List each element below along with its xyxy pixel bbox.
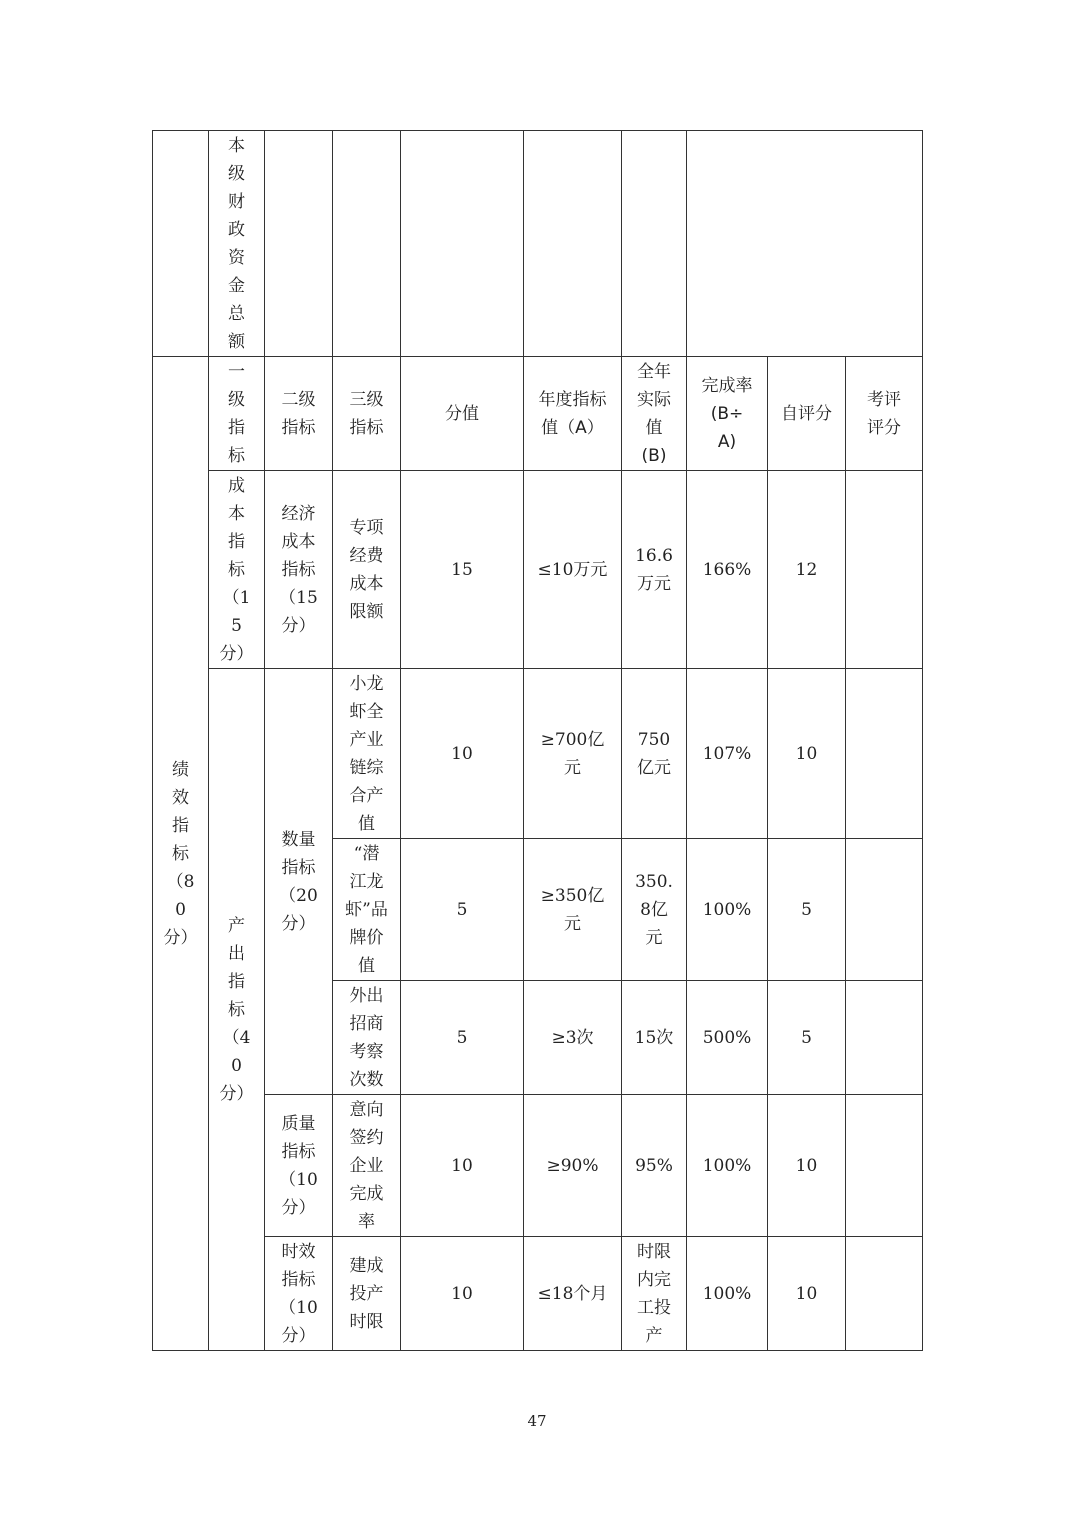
empty-cell	[401, 131, 524, 357]
empty-cell	[524, 131, 622, 357]
header-row	[153, 357, 923, 471]
rate-cell: 107%	[687, 669, 768, 839]
output-indicator-group: 产 出 指 标 （4 0 分）	[209, 669, 265, 1351]
actual-cell: 16.6 万元	[622, 471, 687, 669]
review-score-cell	[846, 1095, 923, 1237]
self-score-cell: 12	[768, 471, 846, 669]
indicator-name: 建成 投产 时限	[333, 1237, 401, 1351]
target-cell: ≥3次	[524, 981, 622, 1095]
header-review-score: 考评 评分	[846, 357, 923, 471]
timeliness-subgroup: 时效 指标 （10 分）	[265, 1237, 333, 1351]
score-cell: 10	[401, 1237, 524, 1351]
actual-cell: 95%	[622, 1095, 687, 1237]
header-level1: 一 级 指 标	[209, 357, 265, 471]
actual-cell: 15次	[622, 981, 687, 1095]
indicator-name: 外出 招商 考察 次数	[333, 981, 401, 1095]
review-score-cell	[846, 981, 923, 1095]
header-target: 年度指标 值（A）	[524, 357, 622, 471]
actual-cell: 750 亿元	[622, 669, 687, 839]
target-cell: ≥350亿 元	[524, 839, 622, 981]
page-number: 47	[527, 1412, 547, 1430]
self-score-cell: 10	[768, 1237, 846, 1351]
performance-table	[152, 130, 923, 1351]
quality-subgroup: 质量 指标 （10 分）	[265, 1095, 333, 1237]
table-row	[153, 669, 923, 839]
actual-cell: 350. 8亿 元	[622, 839, 687, 981]
empty-cell	[622, 131, 687, 357]
score-cell: 10	[401, 669, 524, 839]
header-score: 分值	[401, 357, 524, 471]
header-actual: 全年 实际 值 (B)	[622, 357, 687, 471]
empty-cell	[333, 131, 401, 357]
self-score-cell: 5	[768, 981, 846, 1095]
empty-cell	[153, 131, 209, 357]
empty-cell	[687, 131, 923, 357]
self-score-cell: 10	[768, 669, 846, 839]
fund-total-row	[153, 131, 923, 357]
target-cell: ≥700亿 元	[524, 669, 622, 839]
target-cell: ≤10万元	[524, 471, 622, 669]
header-self-score: 自评分	[768, 357, 846, 471]
cost-indicator-group: 成 本 指 标 （1 5 分）	[209, 471, 265, 669]
target-cell: ≥90%	[524, 1095, 622, 1237]
rate-cell: 100%	[687, 1237, 768, 1351]
indicator-name: 专项 经费 成本 限额	[333, 471, 401, 669]
rate-cell: 100%	[687, 839, 768, 981]
table-row	[153, 471, 923, 669]
table-row	[153, 1237, 923, 1351]
score-cell: 5	[401, 839, 524, 981]
score-cell: 10	[401, 1095, 524, 1237]
indicator-name: 小龙 虾全 产业 链综 合产 值	[333, 669, 401, 839]
target-cell: ≤18个月	[524, 1237, 622, 1351]
econ-cost-subgroup: 经济 成本 指标 （15 分）	[265, 471, 333, 669]
table-row	[153, 1095, 923, 1237]
empty-cell	[265, 131, 333, 357]
score-cell: 5	[401, 981, 524, 1095]
score-cell: 15	[401, 471, 524, 669]
rate-cell: 100%	[687, 1095, 768, 1237]
self-score-cell: 10	[768, 1095, 846, 1237]
self-score-cell: 5	[768, 839, 846, 981]
performance-indicator-label: 绩 效 指 标 （8 0 分）	[153, 357, 209, 1351]
review-score-cell	[846, 471, 923, 669]
review-score-cell	[846, 1237, 923, 1351]
review-score-cell	[846, 839, 923, 981]
review-score-cell	[846, 669, 923, 839]
indicator-name: 意向 签约 企业 完成 率	[333, 1095, 401, 1237]
fund-total-label: 本 级 财 政 资 金 总 额	[209, 131, 265, 357]
header-level3: 三级 指标	[333, 357, 401, 471]
rate-cell: 500%	[687, 981, 768, 1095]
header-rate: 完成率 (B÷ A)	[687, 357, 768, 471]
rate-cell: 166%	[687, 471, 768, 669]
actual-cell: 时限 内完 工投 产	[622, 1237, 687, 1351]
quantity-subgroup: 数量 指标 （20 分）	[265, 669, 333, 1095]
header-level2: 二级 指标	[265, 357, 333, 471]
indicator-name: “潜 江龙 虾”品 牌价 值	[333, 839, 401, 981]
